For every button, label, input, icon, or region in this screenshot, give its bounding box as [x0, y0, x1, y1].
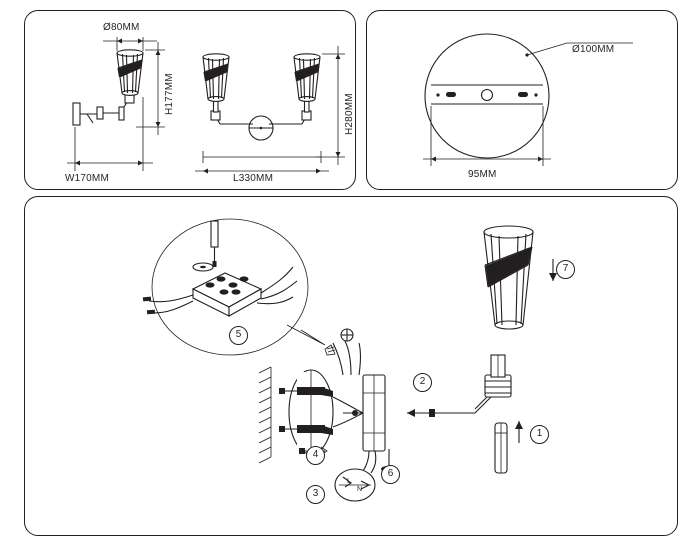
label-plate-diameter: Ø100MM [572, 44, 615, 55]
panel-base-dimensions [366, 10, 678, 190]
callout-5: 5 [229, 326, 248, 345]
label-width: W170MM [65, 173, 109, 184]
dimensions-drawing [25, 11, 355, 189]
label-shade-diameter: Ø80MM [103, 22, 140, 33]
panel-installation [24, 196, 678, 536]
label-height-single: H177MM [164, 73, 175, 115]
callout-4: 4 [306, 446, 325, 465]
callout-3: 3 [306, 485, 325, 504]
base-drawing [367, 11, 677, 189]
installation-drawing [25, 197, 677, 535]
wire-mark-neutral: N [357, 486, 363, 493]
wire-mark-live: L [347, 478, 351, 485]
callout-7: 7 [556, 260, 575, 279]
callout-2: 2 [413, 373, 432, 392]
callout-1: 1 [530, 425, 549, 444]
panel-product-dimensions [24, 10, 356, 190]
label-height-double: H280MM [344, 93, 355, 135]
label-plate-width: 95MM [468, 169, 497, 180]
label-length: L330MM [233, 173, 274, 184]
callout-6: 6 [381, 465, 400, 484]
